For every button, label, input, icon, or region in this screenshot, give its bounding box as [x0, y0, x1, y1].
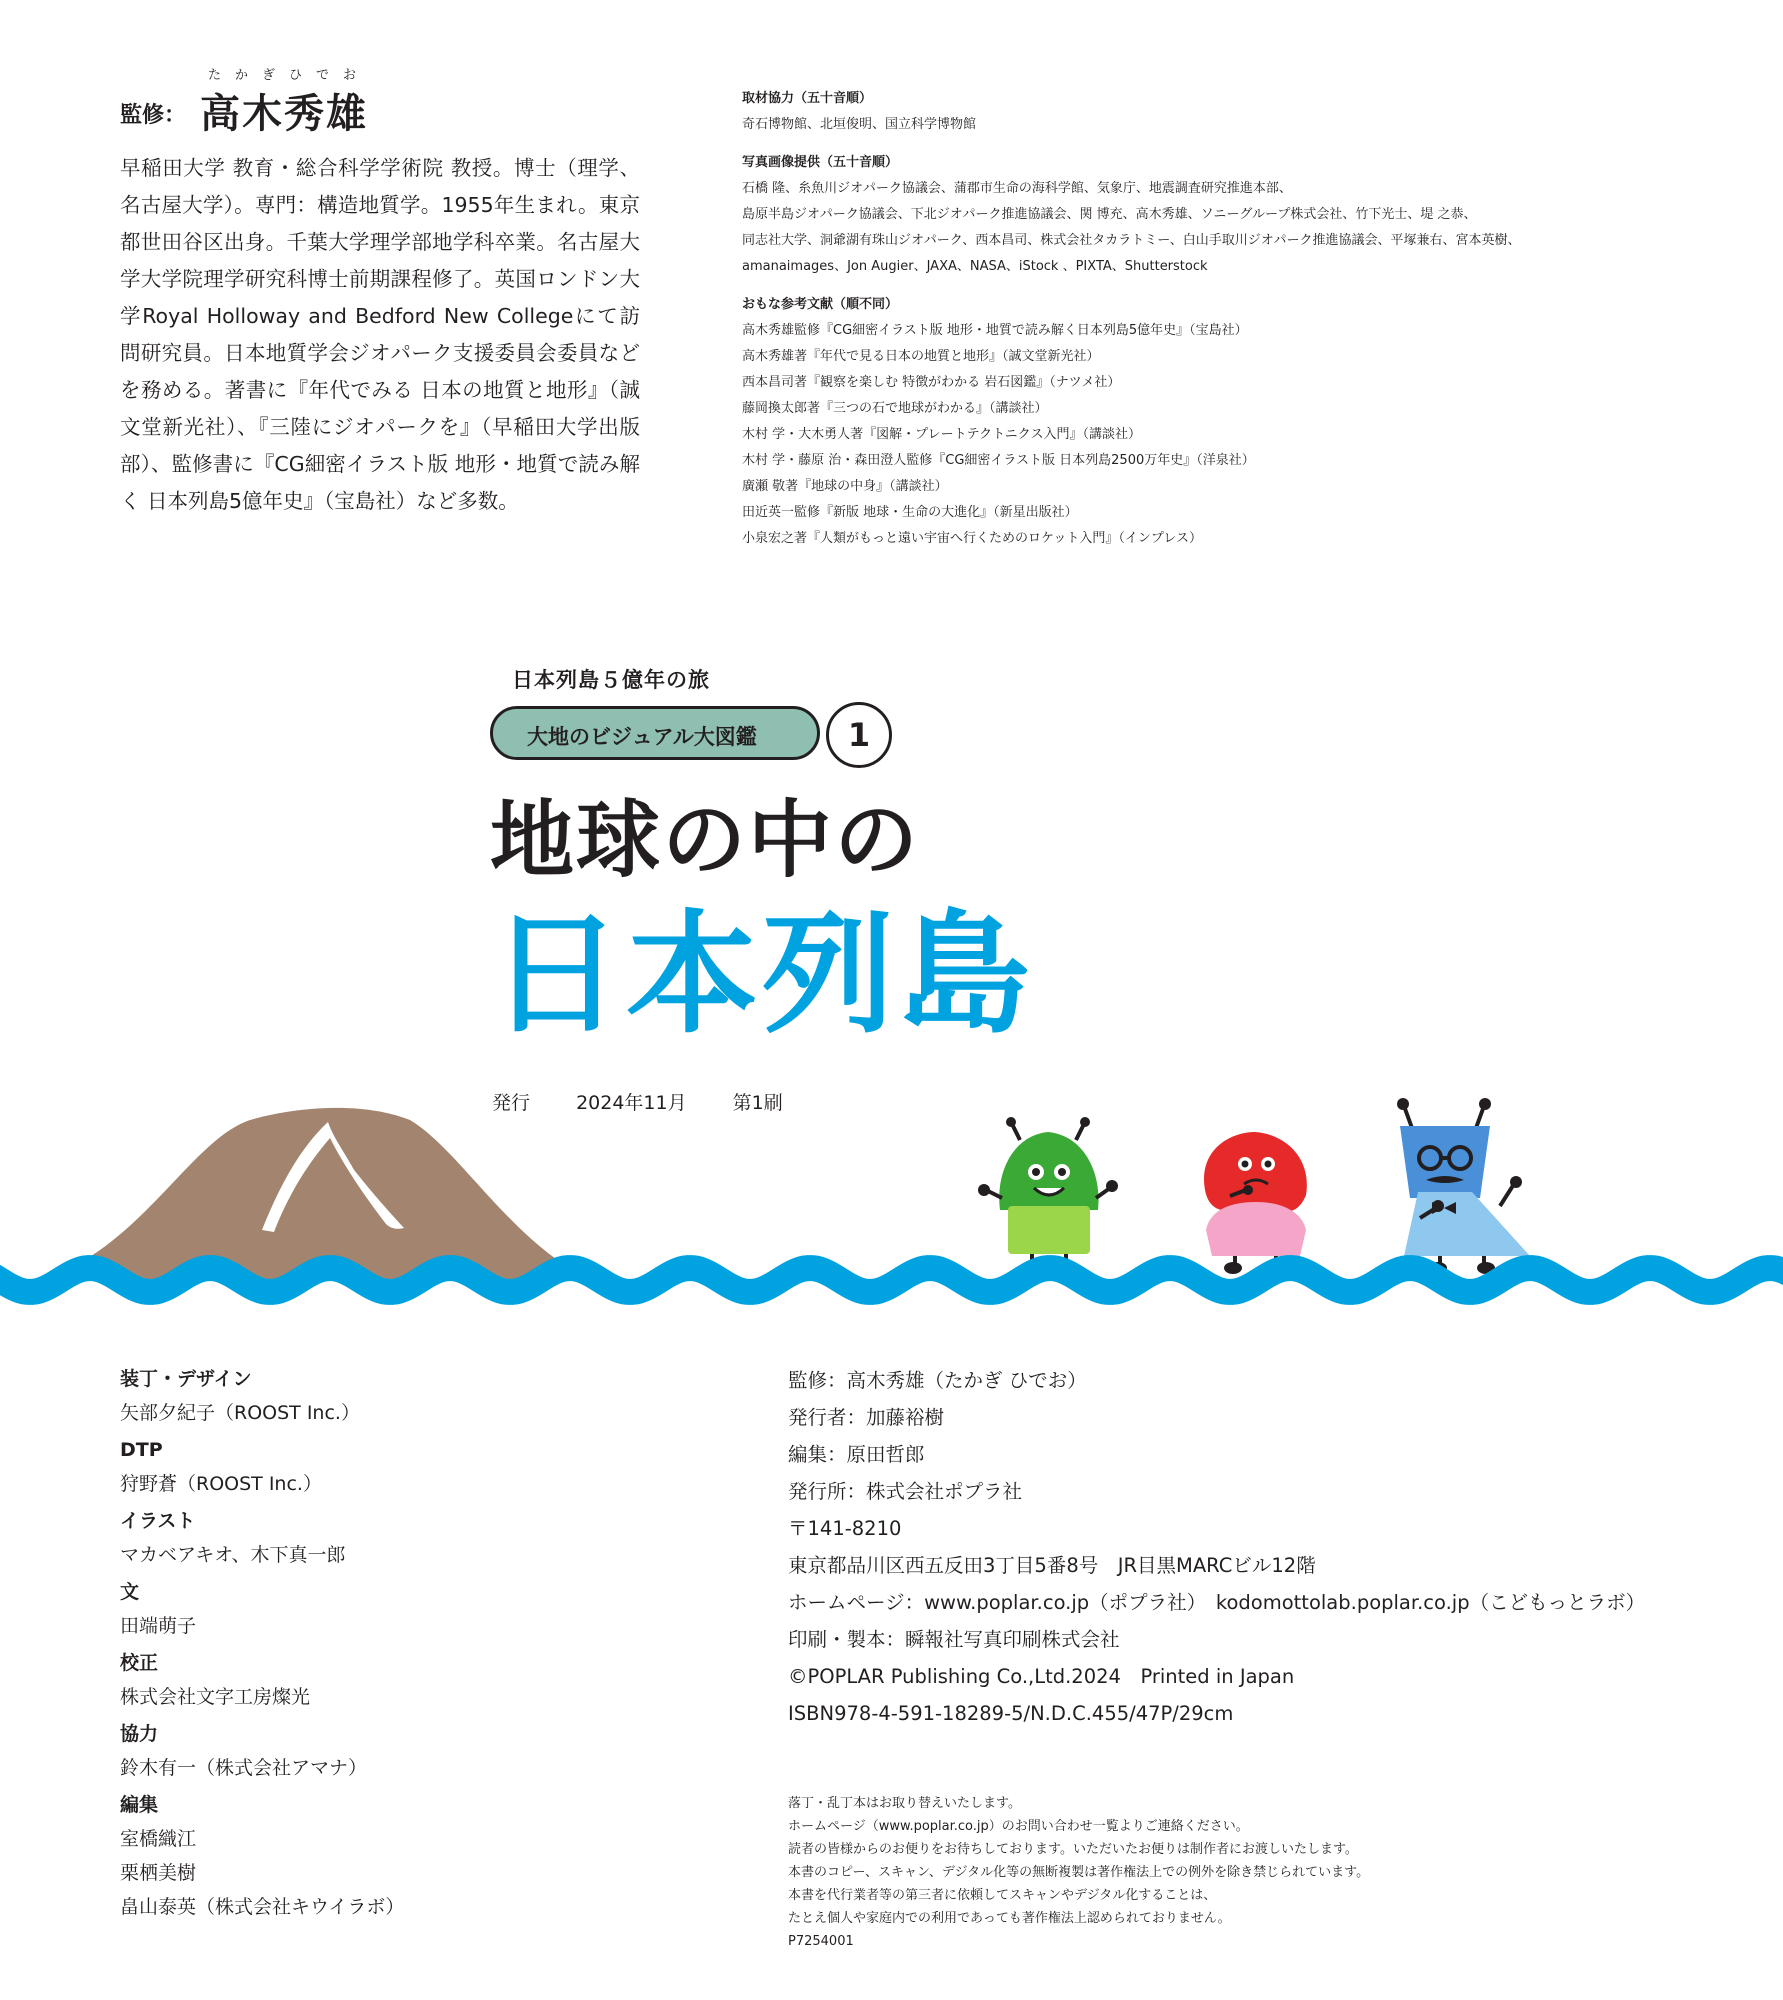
- staff-group: [120, 1788, 580, 1924]
- staff-role: DTP: [120, 1439, 163, 1461]
- credits-interview: [742, 86, 1642, 138]
- blue-character: [1397, 1098, 1530, 1274]
- staff-group: [120, 1646, 580, 1714]
- series-subtitle-pill: [490, 706, 820, 760]
- publication-info: [788, 1362, 1688, 1732]
- notice-line: 落丁・乱丁本はお取り替えいたします。: [788, 1796, 1021, 1811]
- green-character: [978, 1117, 1118, 1274]
- book-title-line2: 日本列島: [490, 898, 1034, 1052]
- credits-references: [742, 292, 1642, 552]
- reference-item: 小泉宏之著『人類がもっと遠い宇宙へ行くためのロケット入門』（インプレス）: [742, 531, 1202, 546]
- notice-line: 本書を代行業者等の第三者に依頼してスキャンやデジタル化することは、: [788, 1888, 1217, 1903]
- mountain-illustration: [40, 1108, 590, 1280]
- ocean-scene-illustration: [0, 1080, 1783, 1320]
- book-title-line1: 地球の中の: [490, 791, 921, 889]
- supervisor-name: 高木秀雄: [200, 91, 368, 137]
- publication-printing: 第1刷: [732, 1092, 783, 1114]
- notice-line: 本書のコピー、スキャン、デジタル化等の無断複製は著作権法上での例外を除き禁じられています。: [788, 1865, 1370, 1880]
- pubinfo-isbn: ISBN978-4-591-18289-5/N.D.C.455/47P/29cm: [788, 1702, 1234, 1725]
- pubinfo-postal-code: 〒141-8210: [788, 1517, 902, 1540]
- staff-name: 矢部夕紀子（ROOST Inc.）: [120, 1402, 360, 1424]
- pubinfo-publisher: 発行所：株式会社ポプラ社: [788, 1480, 1023, 1503]
- staff-group: [120, 1504, 580, 1572]
- credits-line: 同志社大学、洞爺湖有珠山ジオパーク、西本昌司、株式会社タカラトミー、白山手取川ジオパーク推進協議会、平塚兼右、宮本英樹、: [742, 233, 1521, 248]
- pubinfo-address: 東京都品川区西五反田3丁目5番8号 JR目黒MARCビル12階: [788, 1554, 1316, 1577]
- staff-role: 装丁・デザイン: [120, 1368, 252, 1390]
- staff-group: [120, 1575, 580, 1643]
- staff-name: 田端萌子: [120, 1615, 197, 1637]
- staff-name: 狩野蒼（ROOST Inc.）: [120, 1473, 322, 1495]
- pubinfo-publisher-person: 発行者：加藤裕樹: [788, 1406, 945, 1429]
- staff-name: マカベアキオ、木下真一郎: [120, 1544, 346, 1566]
- staff-name: 畠山泰英（株式会社キウイラボ）: [120, 1896, 405, 1918]
- reference-item: 高木秀雄監修『CG細密イラスト版 地形・地質で読み解く日本列島5億年史』（宝島社）: [742, 323, 1248, 338]
- credits-section: [742, 84, 1642, 564]
- staff-role: 校正: [120, 1652, 159, 1674]
- credits-line: amanaimages、Jon Augier、JAXA、NASA、iStock 、PIXTA、Shutterstock: [742, 259, 1208, 274]
- notice-code: P7254001: [788, 1934, 854, 1949]
- credits-line: 石橋 隆、糸魚川ジオパーク協議会、蒲郡市生命の海科学館、気象庁、地震調査研究推進本部、: [742, 181, 1292, 196]
- staff-credits: [120, 1362, 580, 1927]
- legal-notice: [788, 1792, 1688, 1953]
- notice-line: たとえ個人や家庭内での利用であっても著作権法上認められておりません。: [788, 1911, 1231, 1926]
- reference-item: 廣瀬 敬著『地球の中身』（講談社）: [742, 479, 948, 494]
- publication-date: 2024年11月: [576, 1092, 687, 1114]
- pubinfo-homepage: ホームページ：www.poplar.co.jp（ポプラ社） kodomottolab.poplar.co.jp（こどもっとラボ）: [788, 1591, 1646, 1614]
- reference-item: 藤岡換太郎著『三つの石で地球がわかる』（講談社）: [742, 401, 1048, 416]
- credits-line: 島原半島ジオパーク協議会、下北ジオパーク推進協議会、関 博充、高木秀雄、ソニーグループ株式会社、竹下光士、堤 之恭、: [742, 207, 1477, 222]
- notice-line: 読者の皆様からのお便りをお待ちしております。いただいたお便りは制作者にお渡しいたします。: [788, 1842, 1358, 1857]
- staff-role: 協力: [120, 1723, 159, 1745]
- staff-role: 文: [120, 1581, 140, 1603]
- notice-line: ホームページ（www.poplar.co.jp）のお問い合わせ一覧よりご連絡ください。: [788, 1819, 1249, 1834]
- supervisor-label: 監修：: [120, 103, 187, 128]
- pubinfo-editor: 編集：原田哲郎: [788, 1443, 925, 1466]
- credits-photos: [742, 150, 1642, 280]
- reference-item: 木村 学・藤原 治・森田澄人監修『CG細密イラスト版 日本列島2500万年史』（洋泉社）: [742, 453, 1255, 468]
- pubinfo-supervisor: 監修：高木秀雄（たかぎ ひでお）: [788, 1369, 1087, 1392]
- series-subtitle: 大地のビジュアル大図鑑: [527, 725, 757, 749]
- supervisor-biography: 早稲田大学 教育・総合科学学術院 教授。博士（理学、名古屋大学）。専門：構造地質学。1955年生まれ。東京都世田谷区出身。千葉大学理学部地学科卒業。名古屋大学大学院理学研究科博士前期課程修了。英国ロンドン大学Royal Holloway and Bedford New Collegeにて訪問研究員。日本地質学会ジオパーク支援委員会委員などを務める。著書に『年代でみる 日本の地質と地形』（誠文堂新光社）、『三陸にジオパークを』（早稲田大学出版部）、監修書に『CG細密イラスト版 地形・地質で読み解く 日本列島5億年史』（宝島社）など多数。: [120, 156, 640, 513]
- credits-title: 取材協力（五十音順）: [742, 91, 873, 106]
- pubinfo-printer: 印刷・製本：瞬報社写真印刷株式会社: [788, 1628, 1120, 1651]
- reference-item: 田近英一監修『新版 地球・生命の大進化』（新星出版社）: [742, 505, 1078, 520]
- staff-name: 株式会社文字工房燦光: [120, 1686, 311, 1708]
- reference-item: 西本昌司著『観察を楽しむ 特徴がわかる 岩石図鑑』（ナツメ社）: [742, 375, 1121, 390]
- supervisor-name-ruby: たかぎひでお: [208, 68, 371, 83]
- credits-title: おもな参考文献（順不同）: [742, 297, 899, 312]
- reference-item: 高木秀雄著『年代で見る日本の地質と地形』（誠文堂新光社）: [742, 349, 1100, 364]
- reference-item: 木村 学・大木勇人著『図解・プレートテクトニクス入門』（講談社）: [742, 427, 1141, 442]
- staff-role: 編集: [120, 1794, 159, 1816]
- series-title: 日本列島５億年の旅: [512, 668, 710, 692]
- staff-group: [120, 1433, 580, 1501]
- staff-group: [120, 1717, 580, 1785]
- staff-name: 室橋織江: [120, 1828, 197, 1850]
- staff-role: イラスト: [120, 1510, 196, 1532]
- credits-title: 写真画像提供（五十音順）: [742, 155, 899, 170]
- pubinfo-copyright: ©POPLAR Publishing Co.,Ltd.2024 Printed in Japan: [788, 1665, 1295, 1688]
- staff-group: [120, 1362, 580, 1430]
- credits-line: 奇石博物館、北垣俊明、国立科学博物館: [742, 117, 977, 132]
- volume-number-badge: 1: [826, 702, 892, 768]
- publication-label: 発行: [492, 1092, 531, 1114]
- staff-name: 栗栖美樹: [120, 1862, 197, 1884]
- staff-name: 鈴木有一（株式会社アマナ）: [120, 1757, 368, 1779]
- red-character: [1204, 1132, 1307, 1274]
